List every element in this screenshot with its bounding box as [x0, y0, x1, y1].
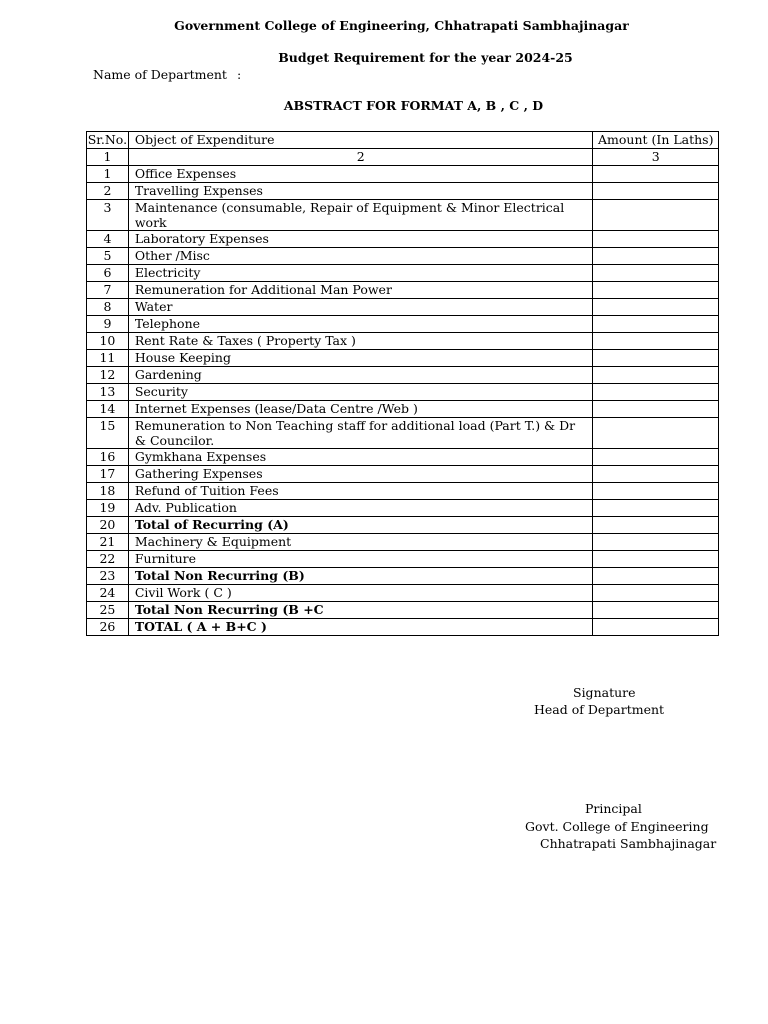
row-object-of-expenditure: Gardening — [128, 367, 593, 384]
row-amount — [593, 401, 719, 418]
table-row — [87, 418, 719, 449]
row-amount — [593, 350, 719, 367]
header-object-of-expenditure: Object of Expenditure — [128, 132, 593, 149]
table-row — [87, 367, 719, 384]
table-row — [87, 449, 719, 466]
table-row — [87, 517, 719, 534]
row-amount — [593, 166, 719, 183]
row-sr-no: 17 — [87, 466, 129, 483]
table-row — [87, 585, 719, 602]
row-object-of-expenditure: Rent Rate & Taxes ( Property Tax ) — [128, 333, 593, 350]
budget-table — [86, 131, 719, 636]
row-object-of-expenditure: Civil Work ( C ) — [128, 585, 593, 602]
row-sr-no: 11 — [87, 350, 129, 367]
table-row — [87, 568, 719, 585]
college-title: Government College of Engineering, Chhatrapati Sambhajinagar — [174, 18, 629, 33]
row-sr-no: 24 — [87, 585, 129, 602]
row-amount — [593, 483, 719, 500]
department-line — [93, 67, 241, 82]
row-sr-no: 14 — [87, 401, 129, 418]
row-sr-no: 7 — [87, 282, 129, 299]
row-object-of-expenditure: Remuneration to Non Teaching staff for additional load (Part T.) & Dr & Councilor. — [128, 418, 593, 449]
table-row — [87, 384, 719, 401]
row-sr-no: 18 — [87, 483, 129, 500]
row-amount — [593, 585, 719, 602]
row-amount — [593, 316, 719, 333]
row-sr-no: 2 — [87, 183, 129, 200]
signature-label: Signature — [573, 685, 636, 700]
table-row — [87, 483, 719, 500]
table-row — [87, 316, 719, 333]
table-row — [87, 602, 719, 619]
column-number: 1 — [87, 149, 129, 166]
table-row — [87, 282, 719, 299]
row-object-of-expenditure: Maintenance (consumable, Repair of Equipment & Minor Electrical work — [128, 200, 593, 231]
table-row — [87, 500, 719, 517]
row-object-of-expenditure: Water — [128, 299, 593, 316]
table-row — [87, 265, 719, 282]
department-colon: : — [236, 67, 242, 82]
table-row — [87, 551, 719, 568]
row-amount — [593, 265, 719, 282]
row-object-of-expenditure: House Keeping — [128, 350, 593, 367]
row-amount — [593, 418, 719, 449]
row-object-of-expenditure: Electricity — [128, 265, 593, 282]
row-object-of-expenditure: Machinery & Equipment — [128, 534, 593, 551]
row-object-of-expenditure: Total Non Recurring (B +C — [128, 602, 593, 619]
row-object-of-expenditure: TOTAL ( A + B+C ) — [128, 619, 593, 636]
row-object-of-expenditure: Total Non Recurring (B) — [128, 568, 593, 585]
row-object-of-expenditure: Gathering Expenses — [128, 466, 593, 483]
column-number: 2 — [128, 149, 593, 166]
row-object-of-expenditure: Adv. Publication — [128, 500, 593, 517]
row-amount — [593, 517, 719, 534]
table-row — [87, 619, 719, 636]
header-sr-no: Sr.No. — [87, 132, 128, 147]
row-sr-no: 12 — [87, 367, 129, 384]
row-sr-no: 20 — [87, 517, 129, 534]
table-row — [87, 231, 719, 248]
row-sr-no: 6 — [87, 265, 129, 282]
table-row — [87, 299, 719, 316]
table-row — [87, 401, 719, 418]
row-amount — [593, 602, 719, 619]
row-amount — [593, 551, 719, 568]
table-row — [87, 183, 719, 200]
row-sr-no: 16 — [87, 449, 129, 466]
college-name-label: Govt. College of Engineering — [525, 819, 709, 834]
row-amount — [593, 231, 719, 248]
row-object-of-expenditure: Remuneration for Additional Man Power — [128, 282, 593, 299]
row-sr-no: 3 — [87, 200, 129, 231]
row-sr-no: 26 — [87, 619, 129, 636]
table-row — [87, 333, 719, 350]
row-amount — [593, 282, 719, 299]
row-amount — [593, 449, 719, 466]
header-amount: Amount (In Laths) — [593, 132, 719, 149]
row-object-of-expenditure: Office Expenses — [128, 166, 593, 183]
row-sr-no: 9 — [87, 316, 129, 333]
row-amount — [593, 534, 719, 551]
row-amount — [593, 299, 719, 316]
table-row — [87, 534, 719, 551]
row-sr-no: 19 — [87, 500, 129, 517]
city-label: Chhatrapati Sambhajinagar — [540, 836, 717, 851]
table-header-row — [87, 132, 719, 149]
table-row — [87, 200, 719, 231]
row-sr-no: 4 — [87, 231, 129, 248]
row-amount — [593, 568, 719, 585]
row-amount — [593, 248, 719, 265]
row-amount — [593, 200, 719, 231]
row-amount — [593, 183, 719, 200]
department-label: Name of Department — [93, 67, 227, 82]
row-amount — [593, 333, 719, 350]
row-object-of-expenditure: Internet Expenses (lease/Data Centre /Web ) — [128, 401, 593, 418]
row-amount — [593, 466, 719, 483]
row-amount — [593, 619, 719, 636]
head-of-department-label: Head of Department — [534, 702, 665, 717]
row-object-of-expenditure: Security — [128, 384, 593, 401]
row-sr-no: 15 — [87, 418, 129, 449]
row-object-of-expenditure: Total of Recurring (A) — [128, 517, 593, 534]
row-object-of-expenditure: Other /Misc — [128, 248, 593, 265]
table-row — [87, 466, 719, 483]
row-sr-no: 1 — [87, 166, 129, 183]
abstract-title: ABSTRACT FOR FORMAT A, B , C , D — [283, 98, 544, 113]
row-amount — [593, 500, 719, 517]
table-row — [87, 350, 719, 367]
principal-label: Principal — [585, 801, 642, 816]
row-sr-no: 8 — [87, 299, 129, 316]
column-number-row — [87, 149, 719, 166]
row-object-of-expenditure: Telephone — [128, 316, 593, 333]
column-number: 3 — [593, 149, 719, 166]
budget-title: Budget Requirement for the year 2024-25 — [278, 50, 573, 65]
row-sr-no: 21 — [87, 534, 129, 551]
table-row — [87, 248, 719, 265]
table-body — [87, 166, 719, 636]
row-sr-no: 22 — [87, 551, 129, 568]
table-row — [87, 166, 719, 183]
row-sr-no: 23 — [87, 568, 129, 585]
row-object-of-expenditure: Refund of Tuition Fees — [128, 483, 593, 500]
row-sr-no: 13 — [87, 384, 129, 401]
row-sr-no: 5 — [87, 248, 129, 265]
row-amount — [593, 384, 719, 401]
row-object-of-expenditure: Laboratory Expenses — [128, 231, 593, 248]
row-object-of-expenditure: Gymkhana Expenses — [128, 449, 593, 466]
row-amount — [593, 367, 719, 384]
row-sr-no: 10 — [87, 333, 129, 350]
row-object-of-expenditure: Travelling Expenses — [128, 183, 593, 200]
row-sr-no: 25 — [87, 602, 129, 619]
row-object-of-expenditure: Furniture — [128, 551, 593, 568]
